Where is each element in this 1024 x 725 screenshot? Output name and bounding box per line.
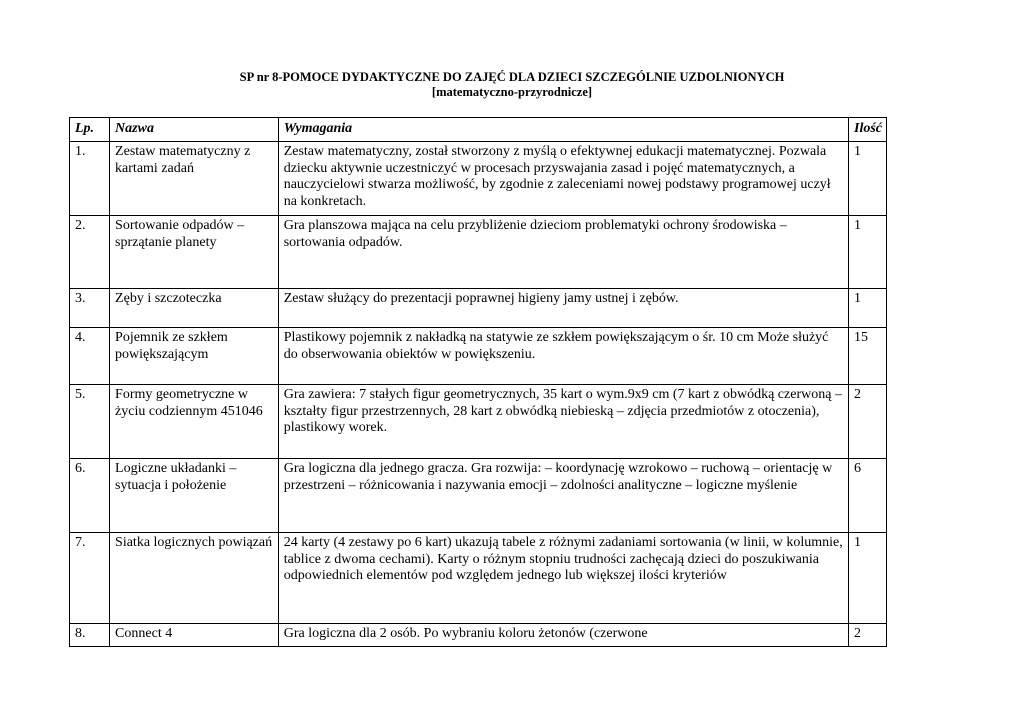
cell-quantity: 1 xyxy=(849,289,887,328)
header-quantity: Ilość xyxy=(849,118,887,142)
table-header-row xyxy=(70,118,887,142)
cell-quantity: 1 xyxy=(849,533,887,624)
cell-name: Zestaw matematyczny z kartami zadań xyxy=(110,142,279,216)
cell-lp: 1. xyxy=(70,142,110,216)
cell-quantity: 1 xyxy=(849,216,887,289)
cell-quantity: 1 xyxy=(849,142,887,216)
cell-requirements: Gra logiczna dla 2 osób. Po wybraniu koloru żetonów (czerwone xyxy=(278,624,848,647)
cell-requirements: Gra planszowa mająca na celu przybliżenie dzieciom problematyki ochrony środowiska – sortowania odpadów. xyxy=(278,216,848,289)
cell-name: Zęby i szczoteczka xyxy=(110,289,279,328)
cell-lp: 3. xyxy=(70,289,110,328)
cell-requirements: Zestaw służący do prezentacji poprawnej higieny jamy ustnej i zębów. xyxy=(278,289,848,328)
cell-name: Connect 4 xyxy=(110,624,279,647)
cell-requirements: Gra logiczna dla jednego gracza. Gra rozwija: – koordynację wzrokowo – ruchową – orientację w przestrzeni – różnicowania i nazywania emocji – zdolności analityczne – logiczne myślenie xyxy=(278,459,848,533)
cell-lp: 2. xyxy=(70,216,110,289)
cell-name: Siatka logicznych powiązań xyxy=(110,533,279,624)
title-line-1: SP nr 8-POMOCE DYDAKTYCZNE DO ZAJĘĆ DLA DZIECI SZCZEGÓLNIE UZDOLNIONYCH xyxy=(239,70,785,84)
table-row xyxy=(70,328,887,385)
document-title xyxy=(0,70,1024,100)
teaching-aids-table xyxy=(69,117,887,647)
table-row xyxy=(70,142,887,216)
cell-name: Logiczne układanki – sytuacja i położenie xyxy=(110,459,279,533)
cell-lp: 7. xyxy=(70,533,110,624)
cell-quantity: 15 xyxy=(849,328,887,385)
cell-quantity: 2 xyxy=(849,624,887,647)
cell-lp: 6. xyxy=(70,459,110,533)
cell-name: Sortowanie odpadów – sprzątanie planety xyxy=(110,216,279,289)
title-line-2: [matematyczno-przyrodnicze] xyxy=(431,85,593,99)
table-row xyxy=(70,533,887,624)
cell-quantity: 6 xyxy=(849,459,887,533)
cell-requirements: Plastikowy pojemnik z nakładką na statywie ze szkłem powiększającym o śr. 10 cm Może służyć do obserwowania obiektów w powiększeniu. xyxy=(278,328,848,385)
table-row xyxy=(70,385,887,459)
table-row xyxy=(70,216,887,289)
header-lp: Lp. xyxy=(70,118,110,142)
header-name: Nazwa xyxy=(110,118,279,142)
cell-quantity: 2 xyxy=(849,385,887,459)
table-row xyxy=(70,624,887,647)
cell-lp: 5. xyxy=(70,385,110,459)
cell-requirements: 24 karty (4 zestawy po 6 kart) ukazują tabele z różnymi zadaniami sortowania (w linii, w kolumnie, tablice z dwoma cechami). Karty o różnym stopniu trudności zachęcają dzieci do poszukiwania odpowiednich elementów pod względem jednego lub większej ilości kryteriów xyxy=(278,533,848,624)
cell-requirements: Zestaw matematyczny, został stworzony z myślą o efektywnej edukacji matematycznej. Pozwala dziecku aktywnie uczestniczyć w procesach przyswajania zasad i pojęć matematycznych, a nauczycielowi stwarza możliwość, by zgodnie z zaleceniami nowej podstawy programowej uczył na konkretach. xyxy=(278,142,848,216)
cell-requirements: Gra zawiera: 7 stałych figur geometrycznych, 35 kart o wym.9x9 cm (7 kart z obwódką czerwoną – kształty figur przestrzennych, 28 kart z obwódką niebieską – zdjęcia przedmiotów z otoczenia), plastikowy worek. xyxy=(278,385,848,459)
cell-name: Formy geometryczne w życiu codziennym 451046 xyxy=(110,385,279,459)
table-row xyxy=(70,289,887,328)
cell-name: Pojemnik ze szkłem powiększającym xyxy=(110,328,279,385)
header-requirements: Wymagania xyxy=(278,118,848,142)
cell-lp: 8. xyxy=(70,624,110,647)
cell-lp: 4. xyxy=(70,328,110,385)
table-row xyxy=(70,459,887,533)
